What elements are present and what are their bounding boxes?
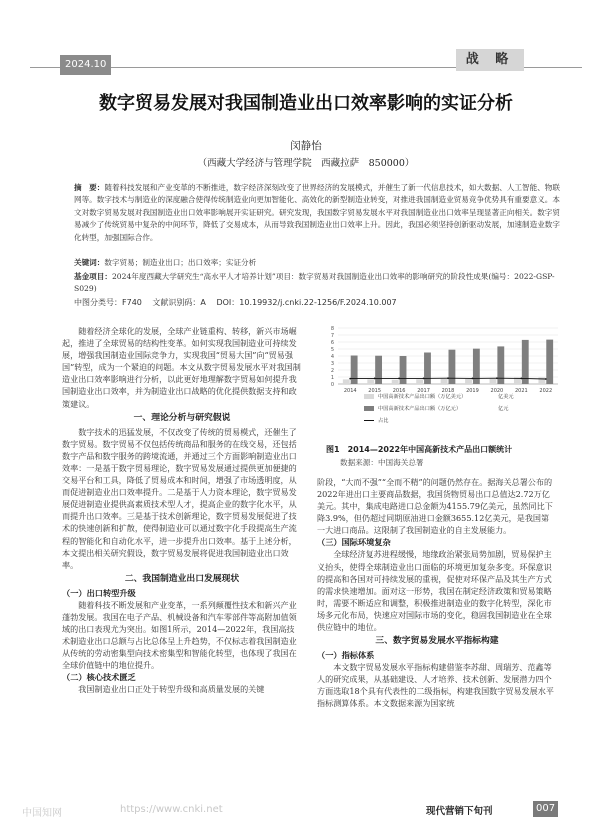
subsection-2-1-heading: （一）出口转型升级 [62,587,136,598]
share-point [496,377,498,379]
x-tick-label: 2015 [368,388,382,394]
abstract [74,182,562,244]
bar-usd [416,379,423,384]
bar-usd [392,380,399,384]
chart-svg [318,322,564,440]
keywords [74,257,562,269]
y-tick-label: 0 [330,382,334,388]
doi[interactable]: DOI：10.19932/j.cnki.22-1256/F.2024.10.007 [216,298,397,307]
doc-code: 文献识别码：A [152,298,206,307]
watermark-cnki: 中国知网 [22,808,62,819]
abstract-text: 随着科技发展和产业变革的不断推进，数字经济深刻改变了世界经济的发展模式，并催生了新一代信息技术，如大数据、人工智能、物联网等。数字技术与制造业的深度融合使得传统制造业向更加智能化、高效化的新型制造业转变，对推进我国制造业贸易竞争优势具有重要意义。本文对数字贸易发展对我国制造业出口效率影响展开实证研究。研究发现，我国数字贸易发展水平对我国制造业出口效率呈现显著正向相关。数字贸易减少了传统贸易中复杂的中间环节，降低了交易成本，从而导致我国制造业出口效率上升。因此，我国必须坚持创新驱动发展，加速制造业数字化转型，加强国际合作。 [74,183,560,242]
keywords-label: 关键词： [74,258,105,267]
x-tick-label: 2016 [392,388,406,394]
x-tick-label: 2019 [466,388,479,394]
subsection-2-2-text: 我国制造业出口正处于转型升级和高质量发展的关键 [78,684,265,695]
bar-cny [449,350,456,384]
continued-paragraph: 阶段，“大而不强”“全而不精”的问题仍然存在。据海关总署公布的2022年进出口主要商品数据，我国货物贸易出口总值达2.72万亿美元。其中，集成电路进口总金额为4155.79亿美元，虽然同比下降3.9%，但仍超过同期原油进口金额3655.12亿美元，是我国第一大进口商品。这限制了我国制造业的自主发展能力。 [317,477,553,536]
share-point [447,377,449,379]
y-tick-label: 4 [330,354,334,360]
figure-source: 数据来源：中国海关总署 [340,458,424,467]
right-column [317,476,557,710]
x-tick-label: 2022 [539,388,553,394]
article-title: 数字贸易发展对我国制造业出口效率影响的实证分析 [99,93,513,114]
bar-usd [538,377,545,384]
subsection-2-3-text: 全球经济复苏进程缓慢，地缘政治紧张局势加剧，贸易保护主义抬头，使得全球制造业出口面临的环境更加复杂多变。环保意识的提高和各国对可持续发展的重视，促使对环保产品及其生产方式的需求快速增加。面对这一形势，我国在制定经济政策和贸易策略时，需要不断适应和调整，积极推进制造业的数字化转型，深化市场多元化布局，快速应对国际市场的变化，稳固我国制造业在全球供应链中的地位。 [317,549,552,633]
y-tick-label: 7 [330,333,334,339]
share-point [545,378,547,380]
section-2-heading: 二、我国制造业出口发展现状 [124,573,240,584]
classification-line [74,297,562,309]
subsection-2-2-heading: （二）核心技术匮乏 [62,672,136,683]
journal-name: 现代营销下旬刊 [426,806,493,817]
issue-badge: 2024.10 [60,55,111,75]
legend-unit: 亿美元 [498,394,514,400]
share-point [349,378,351,380]
abstract-label: 摘 要： [74,183,105,192]
y-tick-label: 2 [330,368,334,374]
watermark-url[interactable]: https://www.cnki.net [120,804,223,815]
section-tag: 战 略 [456,49,524,71]
fund-label: 基金项目： [74,272,112,281]
bar-cny [375,356,382,384]
subsection-2-3-heading: （三）国际环境复杂 [317,537,391,548]
fund-text: 2024年度西藏大学研究生“高水平人才培养计划”项目：数字贸易对我国制造业出口效率的影响研究的阶段性成果(编号：2022-GSP-S029) [74,272,555,294]
y-tick-label: 1 [330,375,334,381]
bar-cny [522,340,529,384]
share-point [398,378,400,380]
y-tick-label: 8 [330,326,334,332]
clc-number: 中图分类号：F740 [74,298,142,307]
y-tick-label: 5 [330,347,334,353]
y-tick-label: 3 [330,361,334,367]
keywords-text: 数字贸易；制造业出口；出口效率；实证分析 [104,258,257,267]
section-1-text: 数字技术的迅猛发展，不仅改变了传统的贸易模式，还催生了数字贸易。数字贸易不仅包括传统商品和服务的在线交易，还包括数字产品和数字服务的跨境流通，并通过三个方面影响制造业出口效率：一是基于数字贸易理论，数字贸易发展通过提供更加便捷的交易平台和工具，降低了贸易成本和时间，增强了市场透明度，从而促进制造业出口效率提升。二是基于人力资本理论，数字贸易发展促进制造业提供高素质技术型人才，提高企业的数字化水平，从而提升出口效率。三是基于技术创新理论，数字贸易发展促进了技术的快速创新和扩散，使得制造业可以通过数字化手段提高生产流程的智能化和自动化水平，进一步提升出口效率。基于上述分析，本文提出相关研究假设，数字贸易发展将促进我国制造业出口效率。 [62,426,297,570]
left-column [62,325,302,695]
bar-cny [546,340,553,384]
section-3-heading: 三、数字贸易发展水平指标构建 [375,636,499,647]
x-tick-label: 2018 [441,388,455,394]
share-point [472,378,474,380]
y-tick-label: 6 [330,340,334,346]
figure-caption: 图1 2014—2022年中国高新技术产品出口额统计 [326,445,513,454]
bar-usd [490,379,497,384]
x-tick-label: 2014 [343,388,357,394]
share-point [423,378,425,380]
subsection-3-1-heading: （一）指标体系 [317,650,375,661]
figure-1-chart [318,322,564,440]
author: 闵静怡 [290,140,322,152]
bar-usd [465,379,472,384]
page-number: 007 [533,801,558,817]
bar-usd [343,379,350,384]
x-tick-label: 2021 [514,388,528,394]
fund [74,271,562,296]
legend-swatch [364,406,374,411]
subsection-2-1-text: 随着科技不断发展和产业变革，一系列颠覆性技术和新兴产业蓬勃发展。我国在电子产品、机械设备和汽车零部件等高附加值领域的出口表现尤为突出。如图1所示，2014—2022年，我国高技术制造业出口总额与占比总体呈上升趋势，不仅标志着我国制造业从传统的劳动密集型向技术密集型和智能化转型，也体现了我国在全球价值链中的地位提升。 [62,599,297,671]
subsection-3-1-text: 本文数字贸易发展水平指标构建借鉴李苏甜、周瑞芳、范鑫等人的研究成果，从基础建设、人才培养、技术创新、发展潜力四个方面选取18个具有代表性的二级指标，构建我国数字贸易发展水平指标测算体系。本文数据来源为国家统 [317,662,554,709]
bar-usd [441,379,448,384]
share-point [374,378,376,380]
bar-cny [351,356,358,384]
legend-unit: 亿元 [498,406,509,412]
intro-paragraph: 随着经济全球化的发展，全球产业链重构、转移，新兴市场崛起，推进了全球贸易的结构性变革。如何实现我国制造业可持续发展，增强我国制造业国际竞争力，实现我国“贸易大国”向“贸易强国”转型，成为一个紧迫的问题。本文从数字贸易发展水平对我国制造业出口效率影响进行分析，以此更好地理解数字贸易如何提升我国制造业出口效率，并为制造业出口战略的优化提供数据支持和政策建议。 [62,326,301,409]
legend-label: 占比 [378,418,389,424]
bar-usd [367,379,374,384]
section-1-heading: 一、理论分析与研究假说 [133,412,231,423]
legend-label: 中国高新技术产品出口额（万亿元） [378,406,462,412]
x-tick-label: 2017 [417,388,430,394]
x-tick-label: 2020 [490,388,504,394]
bar-cny [424,353,431,385]
share-point [520,378,522,380]
legend-swatch [364,394,374,399]
affiliation: （西藏大学经济与管理学院 西藏拉萨 850000） [197,158,415,169]
bar-cny [400,356,407,384]
legend-label: 中国高新技术产品出口额（万亿美元） [378,394,467,400]
